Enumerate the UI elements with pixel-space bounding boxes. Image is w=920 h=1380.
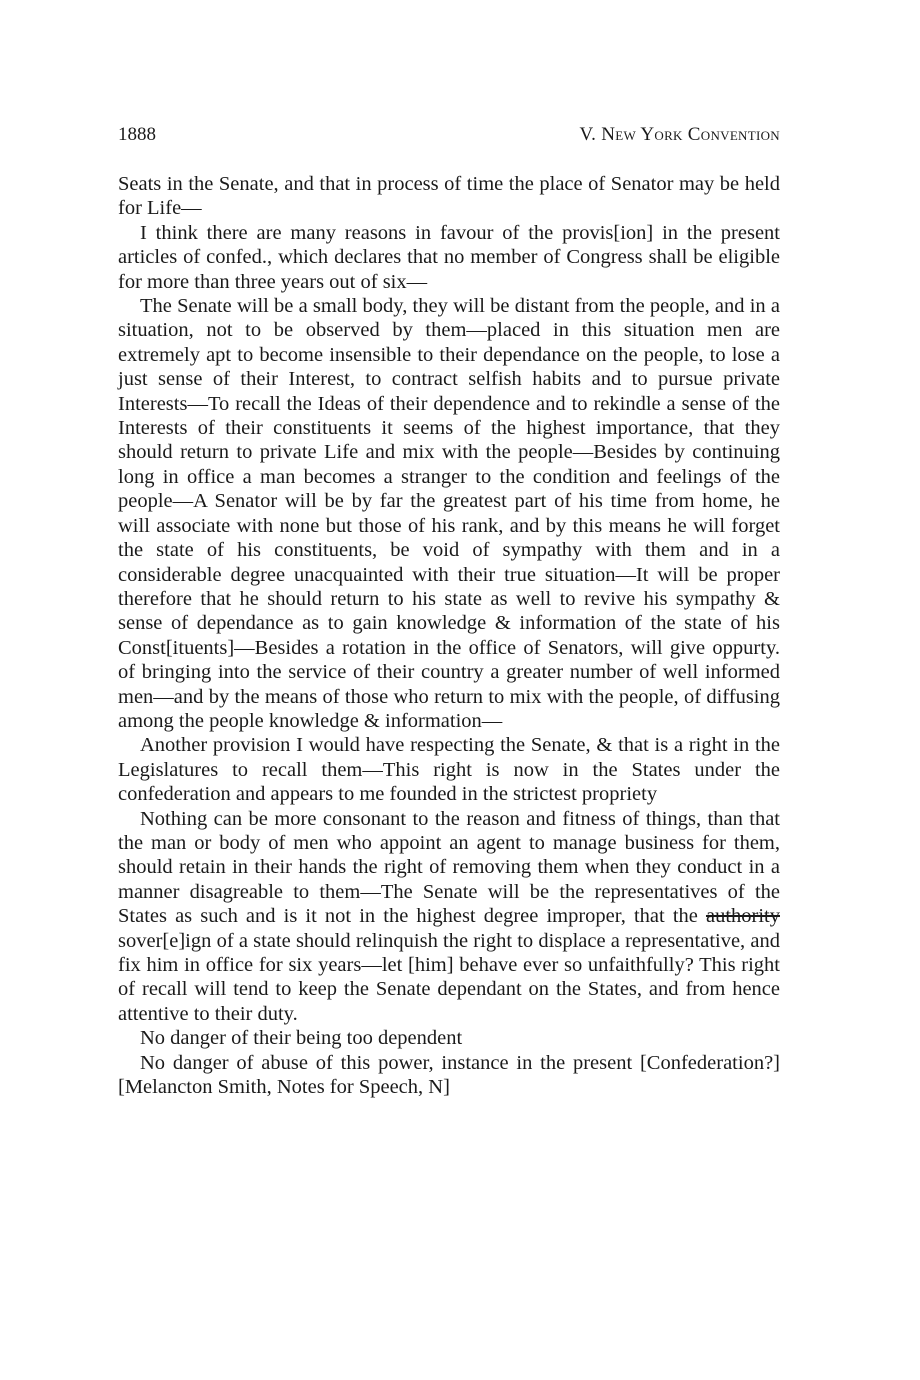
struck-word: authority: [705, 905, 780, 928]
paragraph: No danger of their being too dependent: [140, 1027, 463, 1050]
paragraph: Another provision I would have respecting the Senate, & that is a right in the Legislatures to recall them—This right is now in the States under the confederation and appears to me founded in the strictest propriety: [118, 734, 780, 806]
paragraph-text: sover[e]ign of a state should relinquish the right to displace a representative, and fix him in office for six years—let [him] behave ever so unfaithfully? This right of recall will tend to keep the Senate dependant on the States, and from hence attentive to their duty.: [118, 929, 780, 1025]
paragraph: [118, 807, 780, 1027]
running-head: [118, 122, 780, 148]
paragraph: I think there are many reasons in favour of the provis[ion] in the present articles of confed., which declares that no member of Congress shall be eligible for more than three years out of six—: [118, 221, 780, 293]
body-text: [118, 172, 780, 1099]
paragraph: The Senate will be a small body, they will be distant from the people, and in a situation, not to be observed by them—placed in this situation men are extremely apt to become insensible to their dependance on the people, to lose a just sense of their Interest, to contract selfish habits and to pursue private Interests—To recall the Ideas of their dependence and to rekindle a sense of the Interests of their constituents it seems of the highest importance, that they should return to private Life and mix with the people—Besides by continuing long in office a man becomes a stranger to the condition and feelings of the people—A Senator will be by far the greatest part of his time from home, he will associate with none but those of his rank, and by this means he will forget the state of his constituents, be void of sympathy with them and in a considerable degree unacquainted with their true situation—It will be proper therefore that he should return to his state as well to revive his sympathy & sense of dependance as to gain knowledge & information of the state of his Const[ituents]—Besides a rotation in the office of Senators, will give oppurty. of bringing into the service of their country a greater number of well informed men—and by the means of those who return to mix with the people, of diffusing among the people knowledge & information—: [118, 295, 780, 732]
paragraph-text: Nothing can be more consonant to the reason and fitness of things, than that the man or body of men who appoint an agent to manage business for them, should retain in their hands the right of removing them when they conduct in a manner disagreable to them—The Senate will be the representatives of the States as such and is it not in the highest degree improper, that the: [118, 807, 780, 928]
paragraph: No danger of abuse of this power, instance in the present [Confederation?] [Melancton Smith, Notes for Speech, N]: [118, 1051, 780, 1099]
running-title: V. New York Convention: [579, 124, 780, 145]
document-page: [118, 122, 780, 1099]
paragraph: Seats in the Senate, and that in process of time the place of Senator may be held for Life—: [118, 173, 780, 220]
page-number: 1888: [118, 124, 156, 145]
